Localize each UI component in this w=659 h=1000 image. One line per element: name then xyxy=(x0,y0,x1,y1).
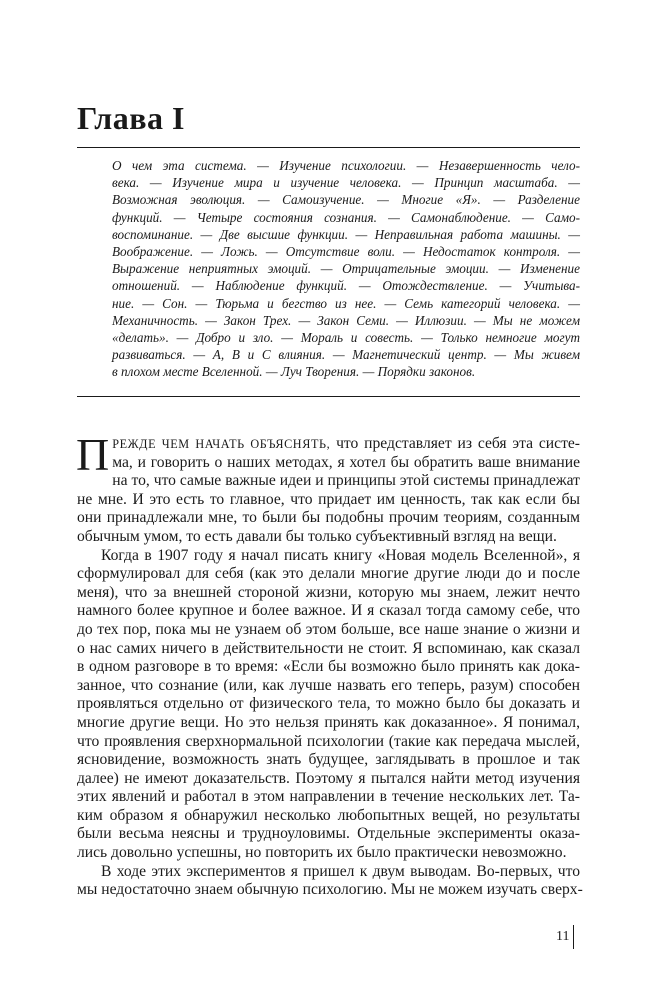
synopsis-line: Выражение неприятных эмоций. — Отрицательные эмоции. — Изменение xyxy=(112,261,580,277)
body-line: о нас самих ничего в действительности не стоит. Я вспоминаю, как сказал xyxy=(77,639,580,657)
synopsis-line: ние. — Сон. — Тюрьма и бегство из нее. — Семь категорий человека. — xyxy=(112,295,580,311)
drop-cap: П xyxy=(76,429,110,480)
body-line: лись довольно успешны, но повторить их было практически невозможно. xyxy=(77,844,567,862)
body-line: проявляться отдельно от физического тела, то можно было бы доказать и xyxy=(77,695,580,713)
synopsis-line: века. — Изучение мира и изучение человека. — Принцип масштаба. — xyxy=(112,175,580,191)
body-line: обычным умом, то есть давали бы только субъективный взгляд на вещи. xyxy=(77,527,557,545)
body-line: многие другие вещи. Но это нельзя принять как доказанное». Я понимал, xyxy=(77,713,580,731)
top-divider xyxy=(77,147,580,148)
body-line: что проявления сверхнормальной психологии (такие как передача мыслей, xyxy=(77,732,580,750)
synopsis-line: «делать». — Добро и зло. — Мораль и совесть. — Только немногие могут xyxy=(112,330,580,346)
synopsis-line: Возможная эволюция. — Самоизучение. — Многие «Я». — Разделение xyxy=(112,192,580,208)
body-line: они принадлежали мне, то были бы подобны прочим теориям, созданным xyxy=(77,509,580,527)
synopsis-line: Воображение. — Ложь. — Отсутствие воли. — Недостаток контроля. — xyxy=(112,244,580,260)
body-line: ясновидение, возможность знать будущее, заглядывать в прошлое и так xyxy=(77,751,580,769)
first-line-rest: что представляет из себя эта систе- xyxy=(330,435,580,452)
body-line: мы недостаточно знаем обычную психологию. Мы не можем изучать сверх- xyxy=(77,881,583,899)
body-line: В ходе этих экспериментов я пришел к двум выводам. Во-первых, что xyxy=(101,862,580,880)
synopsis-line: развиваться. — А, В и С влияния. — Магнетический центр. — Мы живем xyxy=(112,347,580,363)
body-line: Когда в 1907 году я начал писать книгу «Новая модель Вселенной», я xyxy=(101,546,580,564)
bottom-divider xyxy=(77,396,580,397)
body-line: были весьма неясны и трудноуловимы. Отдельные эксперименты оказа- xyxy=(77,825,580,843)
chapter-title: Глава I xyxy=(77,100,185,136)
synopsis-line: Механичность. — Закон Трех. — Закон Семи. — Иллюзии. — Мы не можем xyxy=(112,312,580,328)
body-line: не мне. И это есть то главное, что придает им ценность, так как если бы xyxy=(77,490,580,508)
body-line: в одном разговоре в то время: «Если бы возможно было принять как дока- xyxy=(77,658,580,676)
synopsis-line: отношений. — Наблюдение функций. — Отождествление. — Учитыва- xyxy=(112,278,580,294)
chapter-synopsis xyxy=(112,157,580,381)
body-line: ким образом я обнаружил несколько любопытных вещей, но результаты xyxy=(77,806,580,824)
body-line: этих явлений и работал в этом направлении в течение нескольких лет. Та- xyxy=(77,788,580,806)
body-line: сформулировал для себя (как это делали многие другие люди до и после xyxy=(77,565,580,583)
body-line: ма, и говорить о наших методах, я хотел бы обратить ваше внимание xyxy=(112,453,580,471)
synopsis-line: функций. — Четыре состояния сознания. — Самонаблюдение. — Само- xyxy=(112,209,580,225)
body-line: на то, что самые важные идеи и принципы этой системы принадлежат xyxy=(112,472,580,490)
lead-in-smallcaps: РЕЖДЕ ЧЕМ НАЧАТЬ ОБЪЯСНЯТЬ, xyxy=(112,437,331,451)
synopsis-line: О чем эта система. — Изучение психологии. — Незавершенность чело- xyxy=(112,158,580,173)
body-line: занное, что сознание (или, как лучше назвать его теперь, разум) способен xyxy=(77,676,580,694)
body-text xyxy=(76,429,583,900)
body-line: до тех пор, пока мы не узнаем об этом больше, все наше знание о жизни и xyxy=(77,620,580,638)
synopsis-line: в плохом месте Вселенной. — Луч Творения. — Порядки законов. xyxy=(112,364,476,380)
body-line: далее) не имеют доказательств. Поэтому я пытался найти метод изучения xyxy=(77,769,580,787)
body-line: намного более крупное и более важное. И я сказал тогда самому себе, что xyxy=(77,602,580,620)
body-line: меня), что за внешней стороной жизни, которую мы знаем, лежит нечто xyxy=(77,583,580,601)
synopsis-line: воспоминание. — Две высшие функции. — Неправильная работа машины. — xyxy=(112,226,580,242)
body-line xyxy=(77,435,580,454)
page-number: 11 xyxy=(556,925,574,949)
